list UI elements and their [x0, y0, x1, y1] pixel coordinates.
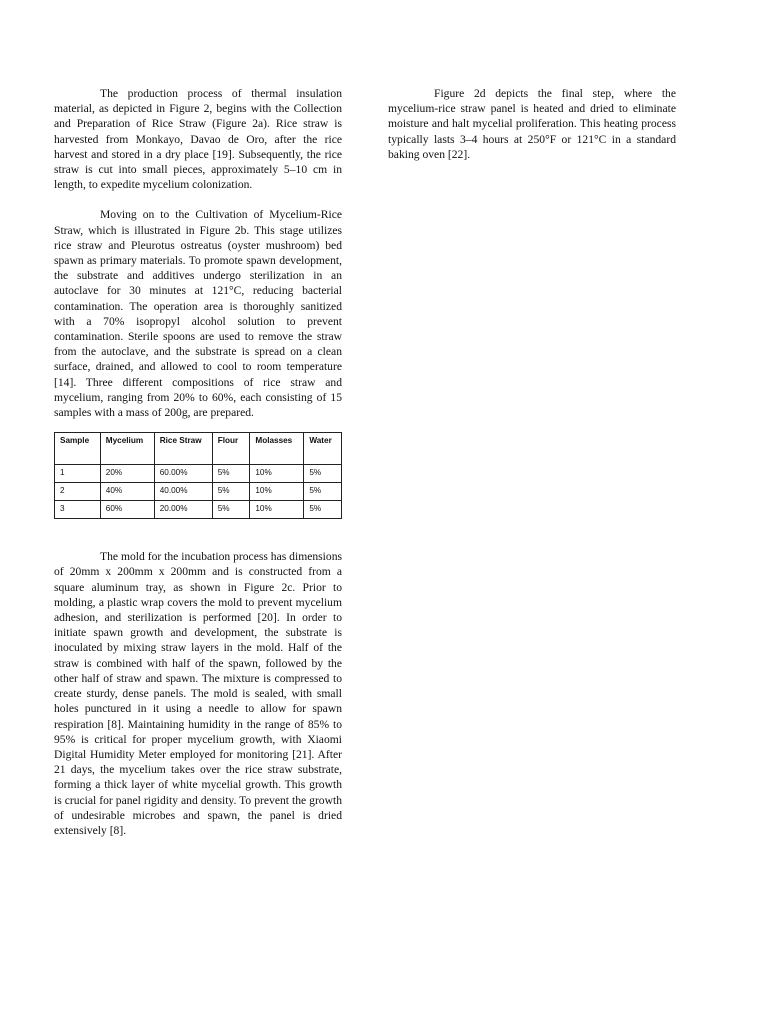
table-cell: 5% — [212, 501, 250, 519]
table-header-cell: Flour — [212, 433, 250, 465]
table-header-row — [55, 433, 342, 465]
table-cell: 40.00% — [154, 483, 212, 501]
table-cell: 10% — [250, 465, 304, 483]
table-header-cell: Mycelium — [100, 433, 154, 465]
table-cell: 2 — [55, 483, 101, 501]
composition-table — [54, 432, 342, 519]
table-row — [55, 483, 342, 501]
paragraph-final-step: Figure 2d depicts the final step, where the mycelium-rice straw panel is heated and dried to eliminate moisture and halt mycelial proliferation. This heating process typically lasts 3–4 hours at 250°F or 121°C in a standard baking oven [22]. — [388, 87, 676, 161]
table-row — [55, 465, 342, 483]
table-header-cell: Sample — [55, 433, 101, 465]
paragraph-mold-incubation: The mold for the incubation process has dimensions of 20mm x 200mm x 200mm and is constructed from a square aluminum tray, as shown in Figure 2c. Prior to molding, a plastic wrap covers the mold to prevent mycelium adhesion, and sterilization is performed [20]. In order to initiate spawn growth and development, the substrate is inoculated by mixing straw layers in the mold. Half of the straw is combined with half of the spawn, followed by the other half of straw and spawn. The mixture is compressed to create sturdy, dense panels. The mold is sealed, with small holes punctured in it using a needle to allow for spawn respiration [8]. Maintaining humidity in the range of 85% to 95% is critical for proper mycelium growth, with Xiaomi Digital Humidity Meter employed for monitoring [21]. After 21 days, the mycelium takes over the rice straw substrate, forming a thick layer of white mycelial growth. This growth is crucial for panel rigidity and density. To prevent the growth of undesirable microbes and spawn, the panel is dried extensively [8]. — [54, 550, 342, 837]
right-column — [388, 86, 676, 162]
table-header-cell: Molasses — [250, 433, 304, 465]
table-cell: 10% — [250, 501, 304, 519]
paragraph-production-process: The production process of thermal insulation material, as depicted in Figure 2, begins with the Collection and Preparation of Rice Straw (Figure 2a). Rice straw is harvested from Monkayo, Davao de Oro, after the rice harvest and stored in a dry place [19]. Subsequently, the rice straw is cut into small pieces, approximately 5–10 cm in length, to expedite mycelium colonization. — [54, 87, 342, 192]
table-row — [55, 501, 342, 519]
table-cell: 5% — [212, 483, 250, 501]
table-cell: 20.00% — [154, 501, 212, 519]
left-column — [54, 86, 342, 838]
table-cell: 5% — [304, 501, 342, 519]
table-cell: 5% — [212, 465, 250, 483]
table-cell: 60.00% — [154, 465, 212, 483]
paragraph-cultivation: Moving on to the Cultivation of Mycelium-Rice Straw, which is illustrated in Figure 2b. This stage utilizes rice straw and Pleurotus ostreatus (oyster mushroom) bed spawn as primary materials. To promote spawn development, the substrate and additives undergo sterilization in an autoclave for 30 minutes at 121°C, reducing bacterial contamination. The operation area is thoroughly sanitized with a 70% isopropyl alcohol solution to prevent contamination. Sterile spoons are used to remove the straw from the autoclave, and the substrate is spread on a clean surface, drained, and allowed to cool to room temperature [14]. Three different compositions of rice straw and mycelium, ranging from 20% to 60%, each consisting of 15 samples with a mass of 200g, are prepared. — [54, 208, 342, 420]
table-cell: 3 — [55, 501, 101, 519]
table-cell: 20% — [100, 465, 154, 483]
table-cell: 10% — [250, 483, 304, 501]
table-cell: 40% — [100, 483, 154, 501]
table-cell: 60% — [100, 501, 154, 519]
table-header-cell: Rice Straw — [154, 433, 212, 465]
table-cell: 1 — [55, 465, 101, 483]
table-cell: 5% — [304, 465, 342, 483]
table-header-cell: Water — [304, 433, 342, 465]
table-cell: 5% — [304, 483, 342, 501]
